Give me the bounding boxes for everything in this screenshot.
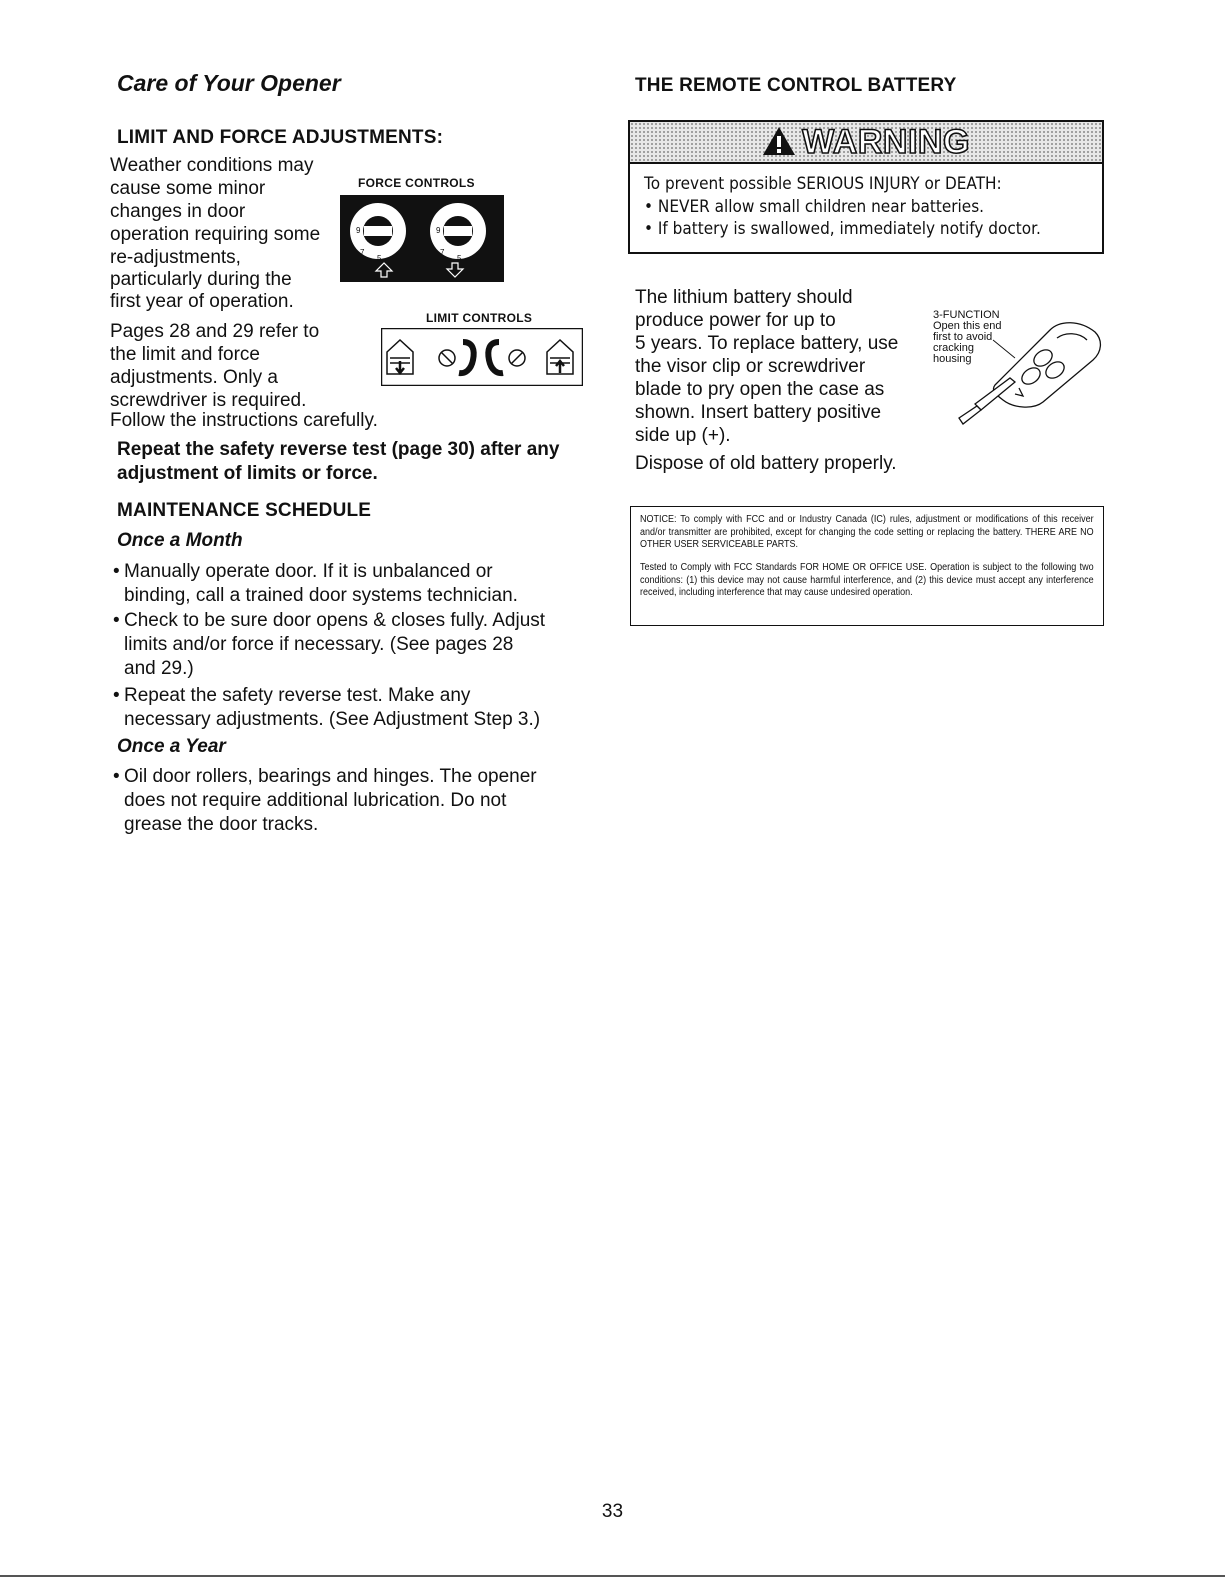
bullet-icon: • xyxy=(113,561,120,582)
maintenance-heading: MAINTENANCE SCHEDULE xyxy=(117,500,372,521)
text-line: shown. Insert battery positive xyxy=(635,402,882,423)
text-line: particularly during the xyxy=(110,269,292,290)
text-line: cause some minor xyxy=(110,178,266,199)
list-item xyxy=(113,765,583,837)
force-controls-illustration xyxy=(340,195,504,282)
warning-line: • NEVER allow small children near batteries. xyxy=(644,197,985,217)
once-a-month-heading: Once a Month xyxy=(117,530,243,551)
force-controls-caption: FORCE CONTROLS xyxy=(358,176,475,190)
list-item-text: necessary adjustments. (See Adjustment Step 3.) xyxy=(124,709,541,730)
text-line: side up (+). xyxy=(635,425,731,446)
svg-text:9: 9 xyxy=(436,226,441,235)
list-item-text: Repeat the safety reverse test. Make any xyxy=(124,685,471,706)
list-item-text: binding, call a trained door systems technician. xyxy=(124,585,518,606)
text-line: the limit and force xyxy=(110,344,260,365)
list-item-text: does not require additional lubrication. Do not xyxy=(124,790,507,811)
caption-line: 3-FUNCTION xyxy=(933,309,1000,321)
limit-controls-illustration xyxy=(381,328,583,386)
svg-text:5: 5 xyxy=(457,254,462,263)
text-line: changes in door xyxy=(110,201,246,222)
caption-line: first to avoid xyxy=(933,331,993,343)
once-a-year-heading: Once a Year xyxy=(117,736,226,757)
text-line: produce power for up to xyxy=(635,310,836,331)
caption-line: Open this end xyxy=(933,320,1002,332)
caption-line: housing xyxy=(933,353,972,365)
list-item-text: Manually operate door. If it is unbalanced or xyxy=(124,561,493,582)
text-line: operation requiring some xyxy=(110,224,321,245)
warning-label: WARNING xyxy=(802,123,970,161)
list-item-text: Oil door rollers, bearings and hinges. The opener xyxy=(124,766,537,787)
safety-note: adjustment of limits or force. xyxy=(117,463,378,484)
svg-text:7: 7 xyxy=(360,248,365,257)
list-item xyxy=(113,684,583,732)
safety-note: Repeat the safety reverse test (page 30) after any xyxy=(117,439,560,460)
bullet-icon: • xyxy=(113,685,120,706)
text-line: Follow the instructions carefully. xyxy=(110,410,378,431)
list-item-text: grease the door tracks. xyxy=(124,814,319,835)
text-line: first year of operation. xyxy=(110,291,294,312)
page-title: Care of Your Opener xyxy=(117,70,341,96)
limit-force-heading: LIMIT AND FORCE ADJUSTMENTS: xyxy=(117,127,444,148)
warning-header xyxy=(630,122,1102,164)
notice-paragraph: Tested to Comply with FCC Standards FOR HOME OR OFFICE USE. Operation is subject to the following two conditions: (1) this device may not cause harmful interference, and (2) this device must accept any interference received, including interference that may cause undesired operation. xyxy=(640,562,1094,598)
page-number: 33 xyxy=(601,1501,624,1522)
svg-text:5: 5 xyxy=(377,254,382,263)
text-line: Pages 28 and 29 refer to xyxy=(110,321,320,342)
svg-text:7: 7 xyxy=(440,248,445,257)
list-item xyxy=(113,560,583,608)
list-item-text: and 29.) xyxy=(124,658,194,679)
text-line: Weather conditions may xyxy=(110,155,314,176)
svg-text:9: 9 xyxy=(356,226,361,235)
caption-line: cracking xyxy=(933,342,974,354)
text-line: 5 years. To replace battery, use xyxy=(635,333,899,354)
list-item-text: Check to be sure door opens & closes fully. Adjust xyxy=(124,610,546,631)
notice-paragraph: NOTICE: To comply with FCC and or Industry Canada (IC) rules, adjustment or modifications of this receiver and/or transmitter are prohibited, except for changing the code setting or replacing the battery. THERE ARE NO OTHER USER SERVICEABLE PARTS. xyxy=(640,514,1094,550)
text-line: screwdriver is required. xyxy=(110,390,307,411)
limit-controls-caption: LIMIT CONTROLS xyxy=(426,311,533,325)
text-line: The lithium battery should xyxy=(635,287,853,308)
text-line: blade to pry open the case as xyxy=(635,379,885,400)
list-item-text: limits and/or force if necessary. (See pages 28 xyxy=(124,634,514,655)
battery-heading: THE REMOTE CONTROL BATTERY xyxy=(635,75,957,96)
remote-control-illustration xyxy=(955,310,1105,430)
bottom-rule xyxy=(0,1575,1225,1577)
dispose-text: Dispose of old battery properly. xyxy=(635,453,897,474)
bullet-icon: • xyxy=(113,766,120,787)
text-line: adjustments. Only a xyxy=(110,367,278,388)
text-line: re-adjustments, xyxy=(110,247,241,268)
warning-box xyxy=(628,120,1104,254)
warning-line: • If battery is swallowed, immediately notify doctor. xyxy=(644,219,1041,239)
fcc-notice-box xyxy=(630,506,1104,626)
list-item xyxy=(113,609,583,681)
warning-line: To prevent possible SERIOUS INJURY or DEATH: xyxy=(644,174,1002,194)
bullet-icon: • xyxy=(113,610,120,631)
text-line: the visor clip or screwdriver xyxy=(635,356,866,377)
warning-triangle-icon xyxy=(762,126,796,156)
